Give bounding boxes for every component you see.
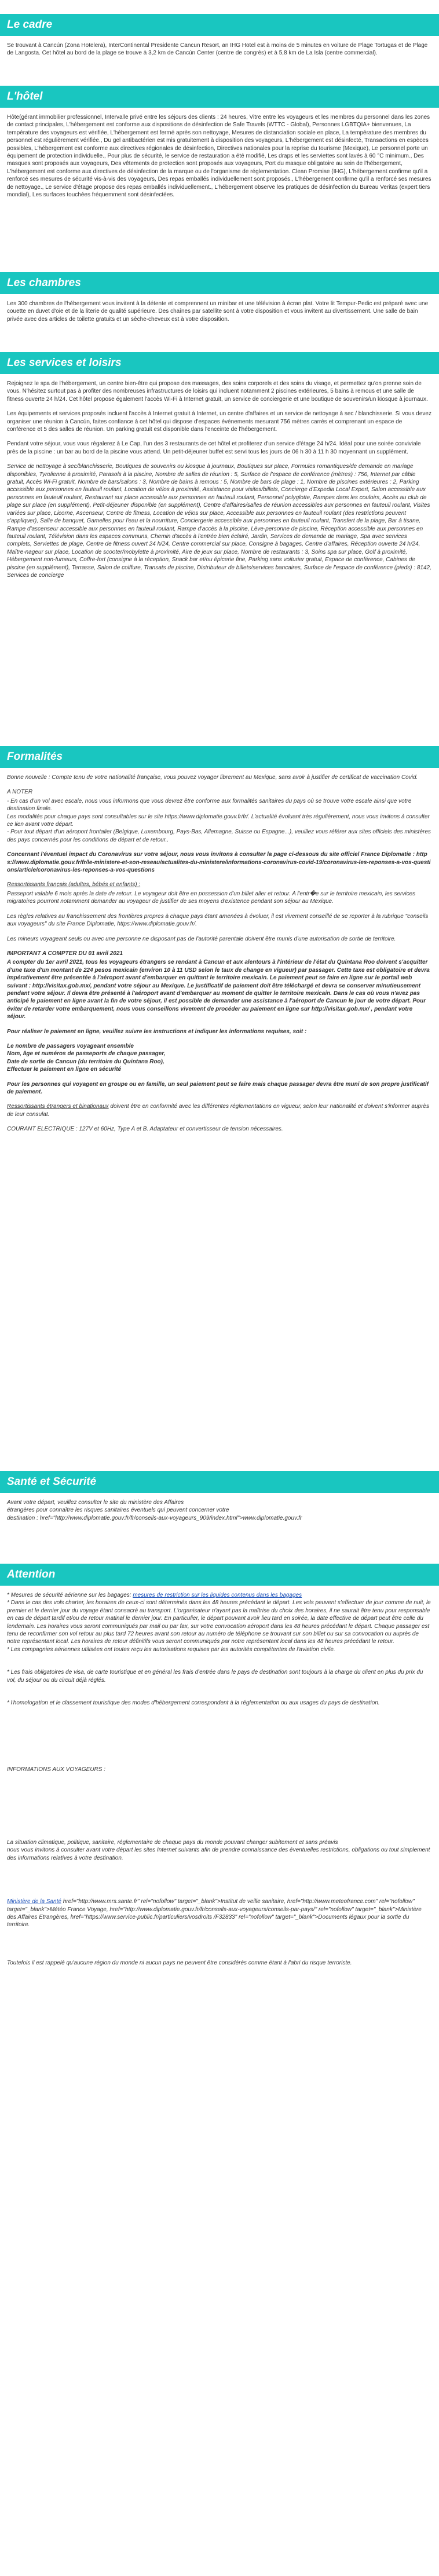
services-paragraph: Les équipements et services proposés incluent l'accès à Internet gratuit à Internet, un centre d'affaires et un service de nettoyage à sec / blanchisserie. Si vous devez organiser une réunion à Cancún, faites confiance à cet hôtel qui dispose d'espaces événements mesurant 756 mètres carrés et comprenant un espace de conférence et 5 des salles de réunion. Un parking gratuit est disponible dans l'enceinte de l'hébergement.: [7, 411, 431, 433]
charter-text: * Dans le cas des vols charter, les horaires de ceux-ci sont déterminés dans les 48 heures précédant le départ. Les vols peuvent s'effectuer de jour comme de nuit, le premier et le dernier jour du voyage étant consacré au transport. L'organisateur n'ayant pas la maîtrise du choix des horaires, il ne saurait être tenu pour responsable en cas de départ tardif et/ou de retour matinal le dernier jour. En particulier, le départ pouvant avoir lieu tard en soirée, la date effective de départ peut être celle du lendemain. Les horaires vous seront communiqués par mail ou par fax, sur votre convocation aéroport dans les 48 heures précédant le départ. Chaque passager est tenu de reconfirmer son vol retour au plus tard 72 heures avant son retour au numéro de téléphone se trouvant sur son billet ou sur sa convocation ou auprès de notre représentant local. Les horaires de retour définitifs vous seront communiqués par notre représentant local dans les 48 heures précédant le retour. * Les compagnies aériennes utilisées ont toutes reçu les autorisations requises par les autorités compétentes de l'aviation civile.: [7, 1600, 431, 1653]
chambres-text: Les 300 chambres de l'hébergement vous invitent à la détente et comprennent un minibar et une télévision à écran plat. Votre lit Tempur-Pedic est préparé avec une couette en duvet d'oie et de la literie de qualité supérieure. Des chaînes par satellite sont à votre disposition et vous invitent au divertissement. Une salle de bain privée avec des articles de toilette gratuits et un sèche-cheveux est à votre disposition.: [7, 301, 429, 323]
ressortissants-label: Ressortissants français (adultes, bébés et enfants) :: [7, 881, 141, 888]
section-header: [0, 746, 439, 768]
coronavirus-consult: Concernant l'éventuel impact du Coronavirus sur votre séjour, nous vous invitons à consulter la page ci-dessous du site officiel France Diplomatie : https://www.diplomatie.gouv.fr/fr/le-ministere-et-son-reseau/actualites-du-ministere/informations-coronavirus-covid-19/coronavirus-les-reponses-a-vos-questions/article/coronavirus-les-reponses-a-vos-questions: [7, 851, 431, 874]
services-paragraph: Rejoignez le spa de l'hébergement, un centre bien-être qui propose des massages, des soins corporels et des soins du visage, et permettez qu'on prenne soin de vous. N'hésitez surtout pas à profiter des nombreuses infrastructures de loisirs qui incluent notamment 2 piscines extérieures, 5 bains à remous et une salle de fitness ouverte 24 h/24. Cet hôtel propose également l'accès Wi-Fi à Internet gratuit, un service de conciergerie et une boutique de souvenirs/un kiosque à journaux.: [7, 380, 428, 402]
ressortissants-text: Passeport valable 6 mois après la date de retour. Le voyageur doit être en possession d'un billet aller et retour. A l'entr�e sur le territoire mexicain, les services migratoires pourront notamment demander au voyageur de justifier de ses moyens d'existence pendant son séjour au Mexique.: [7, 890, 416, 905]
bagages-label: * Mesures de sécurité aérienne sur les bagages:: [7, 1592, 133, 1598]
formalites-intro: Bonne nouvelle : Compte tenu de votre nationalité française, vous pouvez voyager librement au Mexique, sans avoir à justifier de certificat de vaccination Covid.: [7, 774, 418, 781]
section-services: [0, 352, 439, 586]
binationaux-text: doivent être en conformité avec les différentes réglementations en vigueur, selon leur nationalité et doivent s'informer auprès de leur consulat.: [7, 1103, 429, 1118]
section-title: Formalités: [7, 751, 63, 763]
important-label: IMPORTANT A COMPTER DU 01 avril 2021: [7, 950, 123, 957]
section-attention: [0, 1564, 439, 1974]
section-title: Santé et Sécurité: [7, 1476, 97, 1488]
services-paragraph: Pendant votre séjour, vous vous régalerez à Le Cap, l'un des 3 restaurants de cet hôtel et profiterez d'un service d'étage 24 h/24. Idéal pour une soirée conviviale près de la piscine : un bar au bord de la piscine vous attend. Un petit-déjeuner buffet est servi tous les jours de 06 h 30 à 11 h 30 moyennant un supplément.: [7, 441, 421, 455]
ministere-sante-link[interactable]: Ministère de la Santé: [7, 1898, 61, 1905]
section-header: [0, 1564, 439, 1586]
section-title: Attention: [7, 1568, 56, 1580]
section-title: Les chambres: [7, 277, 81, 289]
section-header: [0, 272, 439, 294]
section-header: [0, 1471, 439, 1493]
realiser-text: Pour réaliser le paiement en ligne, veuillez suivre les instructions et indiquer les informations requises, soit :: [7, 1028, 307, 1035]
section-hotel: [0, 86, 439, 206]
section-sante: [0, 1471, 439, 1529]
section-cadre: [0, 14, 439, 64]
sante-text: Avant votre départ, veuillez consulter le site du ministère des Affaires étrangères pour connaître les risques sanitaires éventuels qui peuvent concerner votre destination : href="http://www.diplomatie.gouv.fr/fr/conseils-aux-voyageurs_909/index.html">www.diplomatie.gouv.fr: [7, 1499, 302, 1521]
section-header: [0, 352, 439, 374]
links-text: href="http://www.mrs.sante.fr" rel="nofollow" target="_blank">Institut de veille sanitaire, href="http://www.meteofrance.com" rel="nofollow" target="_blank">Météo France Voyage, href="http://www.diplomatie.gouv.fr/fr/conseils-aux-voyageurs/conseils-par-pays/" rel="nofollow" target="_blank">Ministère des Affaires Etrangères, href="https://www.service-public.fr/particuliers/vosdroits /F32833" rel="nofollow" target="_blank">Documents légaux pour la sortie du territoire.: [7, 1898, 422, 1929]
section-title: L'hôtel: [7, 90, 43, 103]
courant-text: COURANT ELECTRIQUE : 127V et 60Hz, Type A et B. Adaptateur et convertisseur de tension nécessaires.: [7, 1126, 283, 1133]
important-text: A compter du 1er avril 2021, tous les voyageurs étrangers se rendant à Cancun et aux alentours à l'intérieur de l'état du Quintana Roo doivent s'acquitter d'une taxe d'un montant de 224 pesos mexicain (environ 10 à 11 USD selon le taux de change en vigueur) par passager. Cette taxe est obligatoire et devra impérativement être présentée à l'aéroport avant d'embarquer en quittant le territoire mexicain. Le paiement peut se faire en ligne sur le portail web suivant : http://visitax.gob.mx/, pendant votre séjour au Mexique. Le justificatif de paiement doit être téléchargé et devra se conserver minutieusement pendant votre séjour. Il devra être présenté à l'aéroport avant d'embarquer au moment de quitter le territoire mexicain. Dans le cas où vous n'avez pas anticipé le paiement en ligne avant la fin de votre séjour, il est possible de demander une assistance à l'aéroport de Cancun le jour de votre départ. Pour éviter de retarder votre embarquement, nous vous conseillons vivement de procéder au paiement en ligne sur http://visitax.gob.mx/ , pendant votre séjour.: [7, 959, 430, 1020]
section-title: Les services et loisirs: [7, 357, 122, 369]
nota-label: A NOTER: [7, 789, 33, 796]
section-chambres: [0, 272, 439, 330]
nota-text: - En cas d'un vol avec escale, nous vous informons que vous devrez être conforme aux formalités sanitaires du pays où se trouve votre escale ainsi que votre destination finale. Les modalités pour chaque pays sont consultables sur le site https://www.diplomatie.gouv.fr/fr/. L'actualité évoluant très régulièrement, nous vous invitons à consulter ce lien avant votre départ. - Pour tout départ d'un aéroport frontalier (Belgique, Luxembourg, Pays-Bas, Allemagne, Suisse ou Espagne...), veuillez vous référer aux sites officiels des ministères des pays concernés pour les conditions de départ et de retour..: [7, 797, 431, 843]
section-title: Le cadre: [7, 19, 53, 31]
info-voyageurs-text: La situation climatique, politique, sanitaire, réglementaire de chaque pays du monde pouvant changer subitement et sans préavis nous vous invitons à consulter avant votre départ les sites Internet suivants afin de prendre connaissance des éventuelles restrictions, obligations ou tout simplement des informations relatives à votre destination.: [7, 1839, 430, 1861]
frais-text: * Les frais obligatoires de visa, de carte touristique et en général les frais d'entrée dans le pays de destination sont toujours à la charge du client en plus du prix du vol, du séjour ou du circuit déjà réglés.: [7, 1669, 423, 1684]
section-formalites: [0, 746, 439, 1140]
requirements-list: Le nombre de passagers voyageant ensemble Nom, âge et numéros de passeports de chaque passager, Date de sortie de Cancun (du territoire du Quintana Roo), Effectuer le paiement en ligne en sécurité: [7, 1042, 166, 1073]
mineurs-text: Les mineurs voyageant seuls ou avec une personne ne disposant pas de l'autorité parentale doivent être munis d'une autorisation de sortie de territoire.: [7, 935, 396, 942]
famille-text: Pour les personnes qui voyagent en groupe ou en famille, un seul paiement peut se faire mais chaque passager devra être muni de son propre justificatif de paiement.: [7, 1081, 429, 1095]
homologation-text: * l'homologation et le classement touristique des modes d'hébergement correspondent à la réglementation ou aux usages du pays de destination.: [7, 1700, 380, 1707]
section-header: [0, 14, 439, 36]
terrorisme-text: Toutefois il est rappelé qu'aucune région du monde ni aucun pays ne peuvent être considérés comme étant à l'abri du risque terroriste.: [7, 1959, 352, 1966]
cadre-text: Se trouvant à Cancún (Zona Hotelera), InterContinental Presidente Cancun Resort, an IHG Hotel est à moins de 5 minutes en voiture de Plage Tortugas et de Plage de Langosta. Cet hôtel au bord de la plage se trouve à 3,2 km de Cancún Center (centre de congrès) et à 5,8 km de La Isla (centre commercial).: [7, 42, 428, 57]
binationaux-label: Ressortissants étrangers et binationaux: [7, 1103, 109, 1110]
section-header: [0, 86, 439, 108]
hotel-text: Hôte(gérant immobilier professionnel, Intervalle privé entre les séjours des clients : 24 heures, Vitre entre les voyageurs et les membres du personnel dans les zones de contact principales, L'hébergement est conforme aux dispositions de désinfection de Safe Travels (WTTC - Global), Personnes LGBTQIA+ bienvenues, La température des voyageurs est vérifiée, L'hébergement est fermé après son nettoyage, Mesures de distanciation sociale en place, La température des membres du personnel est régulièrement vérifiée., Du gel antibactérien est mis gratuitement à disposition des voyageurs, L'hébergement est désinfecté, Transactions en espèces possibles, L'hébergement est conforme aux directives régionales de désinfection, Directives nationales pour la reprise du tourisme (Mexique), Le personnel porte un équipement de protection individuelle., Pour plus de sécurité, le service de restauration a été modifié, Les draps et les serviettes sont lavés à 60 °C minimum., Des masques sont proposés aux voyageurs, Des vêtements de protection sont proposés aux voyageurs, Port du masque obligatoire au sein de l'hébergement, L'hébergement est conforme aux directives de désinfection de la marque ou de l'organisme de réglementation. Clean Promise (IHG), L'hébergement confirme qu'il a renforcé ses mesures de sécurité vis-à-vis des voyageurs, Des repas emballés individuellement sont proposés., L'hébergement confirme qu'il a renforcé ses mesures de nettoyage., Le service d'étage propose des repas emballés individuellement., L'hébergement observe les pratiques de désinfection du Bureau Veritas (expert tiers mondial), Les surfaces touchées fréquemment sont désinfectées.: [7, 114, 431, 199]
services-list: Service de nettoyage à sec/blanchisserie, Boutiques de souvenirs ou kiosque à journaux, Boutiques sur place, Formules romantiques/de demande en mariage disponibles, Tyrolienne à proximité, Parasols à la piscine, Nombre de salles de réunion : 5, Surface de l'espace de conférence (mètres) : 756, Internet par câble gratuit, Accès Wi-Fi gratuit, Nombre de bars/salons : 3, Nombre de bains à remous : 5, Nombre de bars de plage : 1, Nombre de piscines extérieures : 2, Parking accessible aux personnes en fauteuil roulant, Location de vélos à proximité, Assistance pour visites/billets, Concierge d'Expedia Local Expert, Salon accessible aux personnes en fauteuil roulant, Restaurant sur place accessible aux personnes en fauteuil roulant, Personnel polyglotte, Rampes dans les couloirs, Accès au club de plage sur place (en supplément), Petit-déjeuner disponible (en supplément), Centre d'affaires/salles de réunion accessibles aux personnes en fauteuil roulant, Visites variées sur place, Licorne, Ascenseur, Centre de fitness, Location de vélos sur place, Accessible aux personnes en fauteuil roulant (des restrictions peuvent s'appliquer), Salle de banquet, Gamelles pour l'eau et la nourriture, Conciergerie accessible aux personnes en fauteuil roulant, Transfert de la plage, Bar à tisane, Rampe d'ascenseur accessible aux personnes en fauteuil roulant, Rampe d'accès à la piscine, Lève-personne de piscine, Réception accessible aux personnes en fauteuil roulant, Télévision dans les espaces communs, Chemin d'accès à l'entrée bien éclairé, Jardin, Services de demande de mariage, Spa avec services complets, Serviettes de plage, Centre de fitness ouvert 24 h/24, Centre commercial sur place, Consigne à bagages, Centre d'affaires, Réception ouverte 24 h/24, Maître-nageur sur place, Location de scooter/mobylette à proximité, Aire de jeux sur place, Nombre de restaurants : 3, Soins spa sur place, Golf à proximité, Hébergement non-fumeurs, Coffre-fort (consigne à la réception, Snack bar et/ou épicerie fine, Parking sans voiturier gratuit, Espace de conférence, Cabines de piscine (en supplément), Terrasse, Salon de coiffure, Transats de piscine, Distributeur de billets/services bancaires, Surface de l'espace de conférence (pieds) : 8142, Services de concierge: [7, 463, 431, 579]
bagages-restriction-link[interactable]: mesures de restriction sur les liquides contenus dans les bagages: [133, 1592, 302, 1598]
info-voyageurs-label: INFORMATIONS AUX VOYAGEURS :: [7, 1766, 106, 1773]
regles-text: Les règles relatives au franchissement des frontières propres à chaque pays étant amenées à évoluer, il est vivement conseillé de se reporter à la rubrique "conseils aux voyageurs" du site France Diplomatie, https://www.diplomatie.gouv.fr/.: [7, 913, 429, 928]
